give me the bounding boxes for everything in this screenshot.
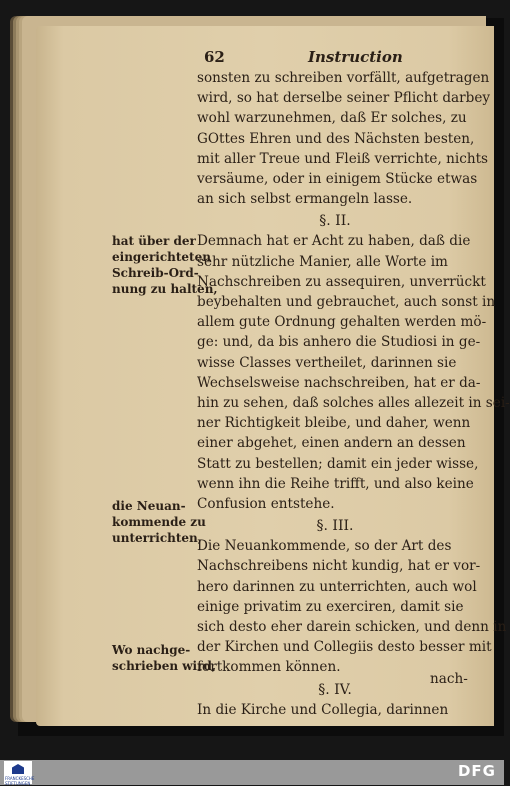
text-line: wohl warzunehmen, daß Er solches, zu: [197, 110, 467, 127]
text-line: Die Neuankommende, so der Art des: [197, 538, 452, 555]
margin-note-line: Wo nachge-: [112, 643, 191, 657]
margin-note-line: schrieben wird,: [112, 659, 217, 673]
margin-note-line: nung zu halten,: [112, 282, 218, 296]
margin-note-section-4: [112, 642, 217, 674]
main-text: [197, 68, 510, 720]
text-line: wird, so hat derselbe seiner Pflicht darbey: [197, 90, 491, 107]
text-line: GOttes Ehren und des Nächsten besten,: [197, 130, 475, 147]
text-line: ner Richtigkeit bleibe, und daher, wenn: [197, 415, 471, 432]
text-line: der Kirchen und Collegiis desto besser mit: [197, 639, 492, 656]
text-line: mit aller Treue und Fleiß verrichte, nichts: [197, 150, 489, 167]
text-line: sich desto eher darein schicken, und denn in: [197, 619, 507, 636]
paragraph-intro: [197, 68, 491, 209]
logo-caption: FRANCKESCHE STIFTUNGEN: [5, 776, 35, 786]
margin-note-line: die Neuan-: [112, 499, 186, 513]
text-line: hero darinnen zu unterrichten, auch wol: [197, 578, 477, 595]
text-line: ge: und, da bis anhero die Studiosi in ge-: [197, 334, 481, 351]
margin-note-section-3: [112, 498, 204, 546]
text-line: allem gute Ordnung gehalten werden mö-: [197, 314, 487, 331]
dfg-logo[interactable]: DFG: [457, 762, 496, 780]
section-heading-4: §. IV.: [318, 681, 352, 698]
text-line: beybehalten und gebrauchet, auch sonst in: [197, 294, 496, 311]
page-number: 62: [204, 48, 225, 66]
book-page: [36, 26, 510, 726]
margin-note-line: eingerichteten: [112, 250, 211, 264]
text-line: wenn ihn die Reihe trifft, und also keine: [197, 475, 474, 492]
catchword: nach-: [430, 671, 468, 687]
paragraph-section-2: [197, 231, 510, 514]
running-head: Instruction: [308, 48, 403, 66]
francke-foundation-logo[interactable]: [4, 761, 35, 786]
text-line: einige privatim zu exerciren, damit sie: [197, 598, 464, 615]
text-line: Demnach hat er Acht zu haben, daß die: [197, 233, 471, 250]
text-line: Wechselsweise nachschreiben, hat er da-: [197, 374, 481, 391]
text-line: sehr nützliche Manier, alle Worte im: [197, 253, 448, 270]
margin-note-line: unterrichten,: [112, 531, 202, 545]
margin-note-line: Schreib-Ord-: [112, 266, 199, 280]
text-line: hin zu sehen, daß solches alles allezeit in sei-: [197, 395, 510, 412]
section-heading-2: §. II.: [319, 213, 351, 230]
text-line: einer abgehet, einen andern an dessen: [197, 435, 466, 452]
text-line: sonsten zu schreiben vorfällt, aufgetragen: [197, 70, 490, 86]
text-line: fortkommen können.: [197, 659, 341, 676]
text-line: an sich selbst ermangeln lasse.: [197, 191, 413, 208]
text-line: versäume, oder in einigem Stücke etwas: [197, 171, 478, 188]
building-icon: [12, 764, 24, 774]
text-line: In die Kirche und Collegia, darinnen: [197, 701, 449, 718]
paragraph-section-4: [197, 700, 473, 720]
margin-note-line: hat über der: [112, 234, 196, 248]
text-line: wisse Classes vertheilet, darinnen sie: [197, 354, 457, 371]
text-line: Nachschreibens nicht kundig, hat er vor-: [197, 558, 481, 575]
text-line: Statt zu bestellen; damit ein jeder wisse,: [197, 455, 479, 472]
margin-note-section-2: [112, 233, 218, 297]
section-heading-3: §. III.: [316, 518, 354, 535]
viewer-footer-bar: [0, 760, 504, 785]
text-line: Confusion entstehe.: [197, 496, 335, 513]
paragraph-section-3: [197, 536, 507, 677]
margin-note-line: kommende zu: [112, 515, 206, 529]
text-line: Nachschreiben zu assequiren, unverrückt: [197, 273, 486, 290]
